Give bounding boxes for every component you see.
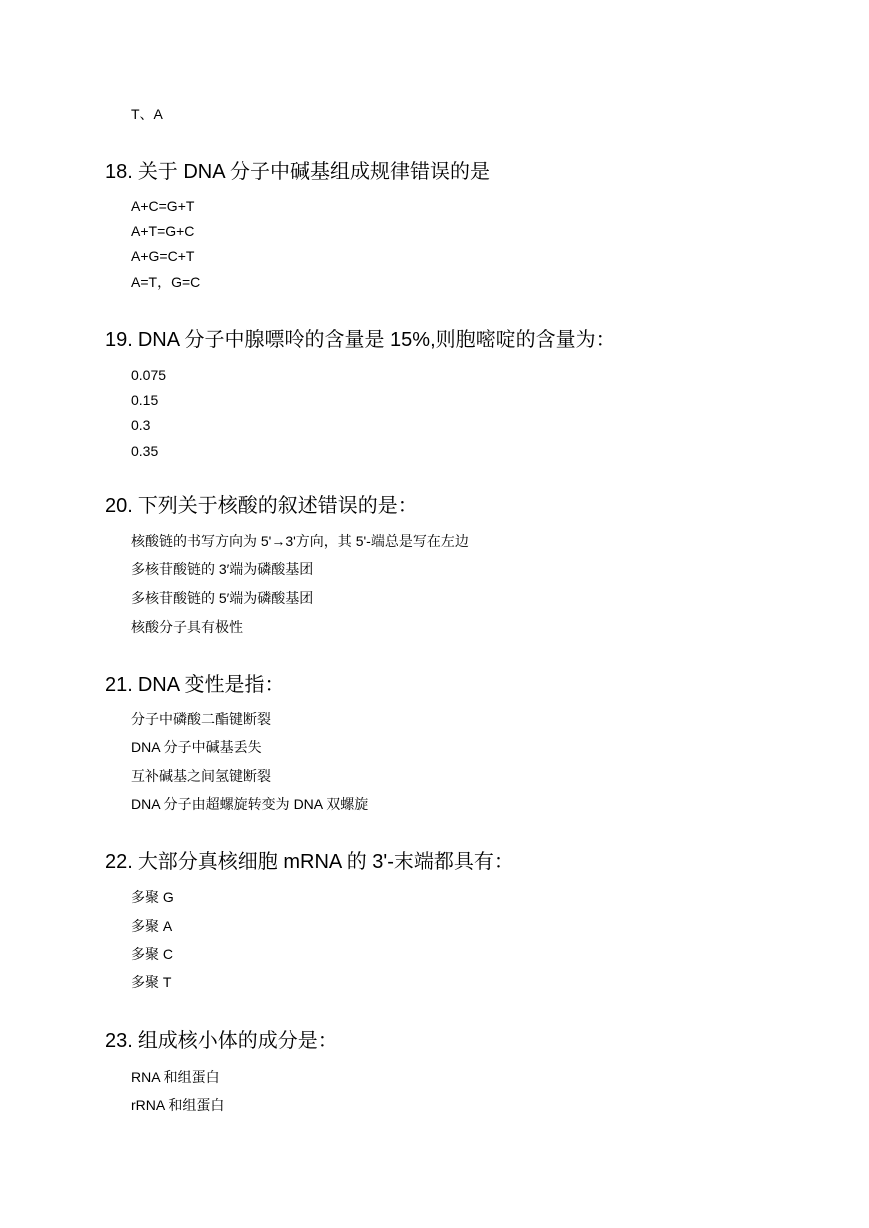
option-text: 0.075 bbox=[131, 367, 167, 383]
question-text: 关于 DNA 分子中碱基组成规律错误的是 bbox=[137, 161, 491, 183]
option-text: 0.15 bbox=[131, 392, 159, 408]
question-number: 21. bbox=[105, 674, 133, 696]
option-text: A+C=G+T bbox=[131, 198, 195, 214]
option-text: 多聚 C bbox=[131, 946, 173, 962]
question-20-title bbox=[105, 493, 418, 519]
question-number: 18. bbox=[105, 161, 133, 183]
option-text: 互补碱基之间氢键断裂 bbox=[131, 768, 271, 784]
question-text: DNA 分子中腺嘌呤的含量是 15%,则胞嘧啶的含量为： bbox=[137, 329, 616, 351]
option-text: 多核苷酸链的 5′端为磷酸基团 bbox=[131, 590, 314, 606]
question-18-title bbox=[105, 159, 490, 185]
option-text: A=T，G=C bbox=[131, 274, 201, 290]
option-text: rRNA 和组蛋白 bbox=[131, 1097, 225, 1113]
option-text: 核酸分子具有极性 bbox=[131, 619, 243, 635]
question-number: 20. bbox=[105, 495, 133, 517]
option-text: 多聚 A bbox=[131, 918, 173, 934]
question-text: 下列关于核酸的叙述错误的是： bbox=[137, 495, 418, 517]
question-22-title bbox=[105, 849, 514, 875]
option-text: 0.35 bbox=[131, 443, 159, 459]
option-text: 分子中磷酸二酯键断裂 bbox=[131, 711, 271, 727]
question-text: 大部分真核细胞 mRNA 的 3'-末端都具有： bbox=[137, 851, 514, 873]
option-text: DNA 分子中碱基丢失 bbox=[131, 739, 262, 755]
option-text: RNA 和组蛋白 bbox=[131, 1069, 220, 1085]
question-number: 22. bbox=[105, 851, 133, 873]
question-19-title bbox=[105, 327, 616, 353]
option-text: 0.3 bbox=[131, 417, 151, 433]
option-text: 多聚 G bbox=[131, 889, 174, 905]
option-text: 核酸链的书写方向为 5'→3'方向，其 5'-端总是写在左边 bbox=[131, 533, 469, 549]
question-21-title bbox=[105, 672, 285, 698]
question-text: DNA 变性是指： bbox=[137, 674, 285, 696]
question-number: 19. bbox=[105, 329, 133, 351]
option-text: 多核苷酸链的 3′端为磷酸基团 bbox=[131, 561, 314, 577]
option-text: DNA 分子由超螺旋转变为 DNA 双螺旋 bbox=[131, 796, 369, 812]
option-text: 多聚 T bbox=[131, 974, 172, 990]
option-text: A+G=C+T bbox=[131, 248, 195, 264]
question-23-title bbox=[105, 1028, 338, 1054]
question-number: 23. bbox=[105, 1030, 133, 1052]
option-text: A+T=G+C bbox=[131, 223, 195, 239]
question-text: 组成核小体的成分是： bbox=[137, 1030, 338, 1052]
option-text: T、A bbox=[131, 106, 163, 122]
